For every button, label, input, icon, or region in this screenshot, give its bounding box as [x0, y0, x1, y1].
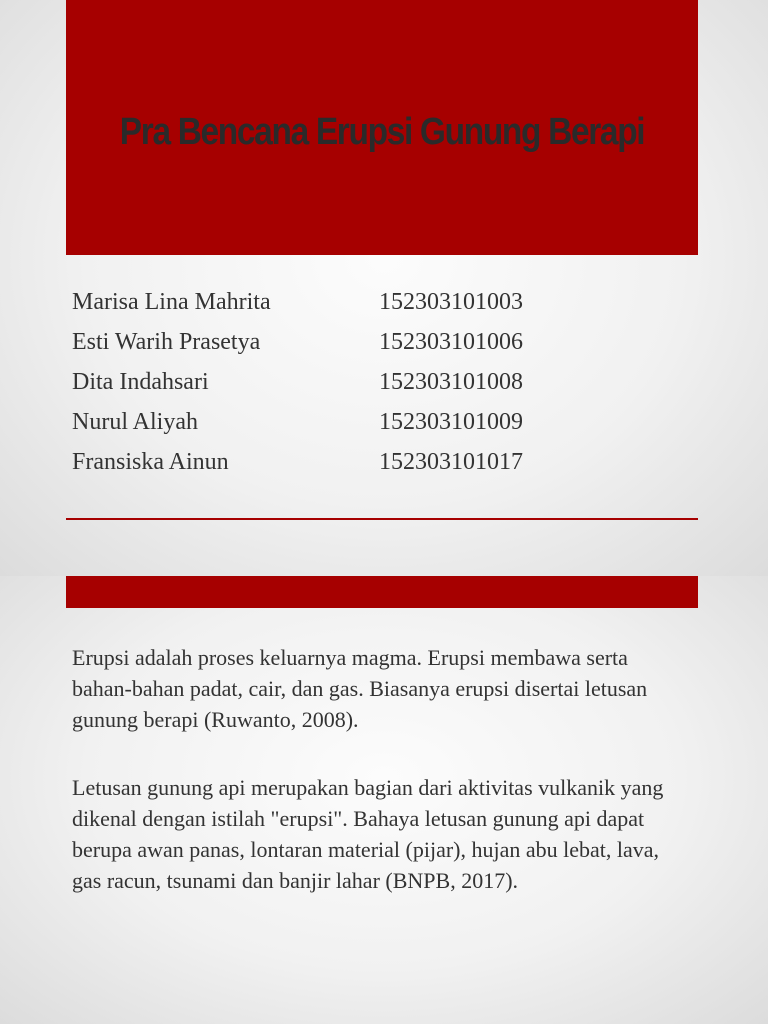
member-id: 152303101006: [379, 328, 523, 355]
slide-title: Pra Bencana Erupsi Gunung Berapi: [119, 111, 645, 153]
content-slide: [0, 576, 768, 1024]
member-name: Marisa Lina Mahrita: [72, 288, 271, 315]
member-id: 152303101008: [379, 368, 523, 395]
member-name: Fransiska Ainun: [72, 448, 229, 475]
accent-divider: [66, 518, 698, 520]
member-id: 152303101003: [379, 288, 523, 315]
member-name: Dita Indahsari: [72, 368, 209, 395]
member-id: 152303101017: [379, 448, 523, 475]
member-name: Nurul Aliyah: [72, 408, 198, 435]
paragraph-erupsi-definition: Erupsi adalah proses keluarnya magma. Erupsi membawa serta bahan-bahan padat, cair, dan gas. Biasanya erupsi disertai letusan gunung berapi (Ruwanto, 2008).: [72, 645, 648, 732]
member-id: 152303101009: [379, 408, 523, 435]
accent-top-bar: [66, 576, 698, 608]
member-row: [72, 322, 632, 362]
member-row: [72, 402, 632, 442]
member-list: [72, 282, 632, 482]
member-row: [72, 442, 632, 482]
member-row: [72, 362, 632, 402]
paragraph-eruption-hazards: Letusan gunung api merupakan bagian dari aktivitas vulkanik yang dikenal dengan istilah "erupsi". Bahaya letusan gunung api dapat berupa awan panas, lontaran material (pijar), hujan abu lebat, lava, gas racun, tsunami dan banjir lahar (BNPB, 2017).: [72, 775, 664, 893]
member-name: Esti Warih Prasetya: [72, 328, 261, 355]
title-banner: [66, 0, 698, 255]
member-row: [72, 282, 632, 322]
